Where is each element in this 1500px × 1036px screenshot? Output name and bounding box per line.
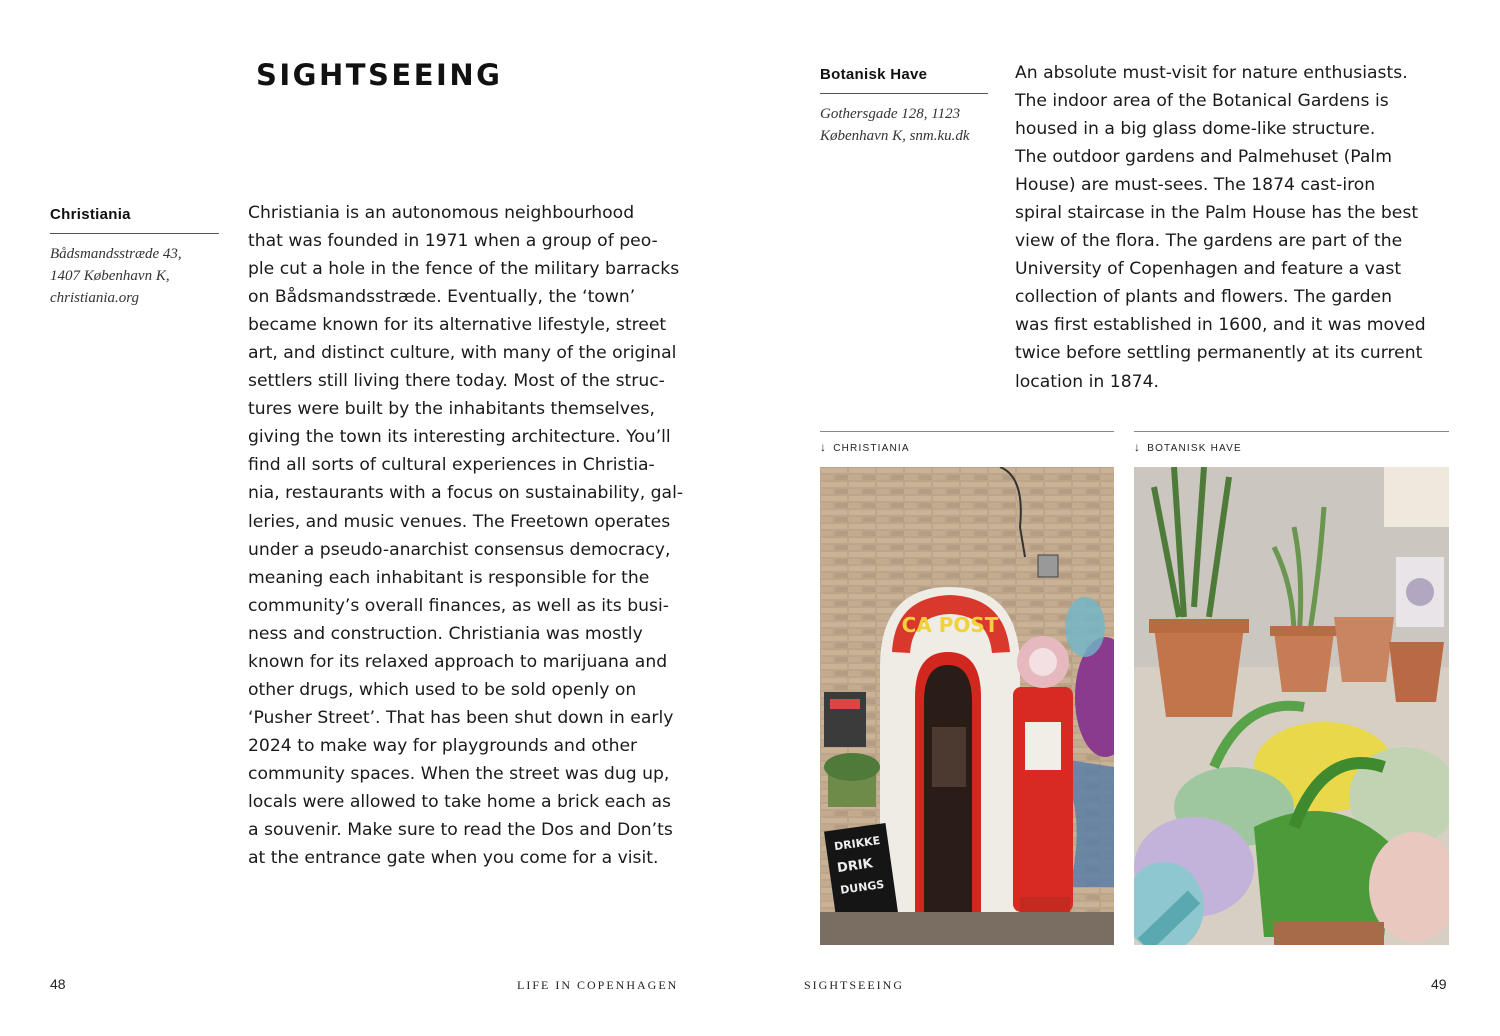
body-text-line: University of Copenhagen and feature a vast	[1015, 259, 1402, 280]
arch-sign-text: CA POST	[901, 613, 999, 637]
body-text-line: community’s overall finances, as well as its busi-	[248, 595, 669, 616]
address-line: Bådsmandsstræde 43,	[50, 246, 182, 262]
body-text-line: view of the flora. The gardens are part of the	[1015, 231, 1403, 252]
body-text-line: find all sorts of cultural experiences in Christia-	[248, 455, 655, 476]
body-text-line: meaning each inhabitant is responsible for the	[248, 567, 650, 588]
chalkboard-line-2: DRIK	[836, 856, 874, 877]
body-text-line: at the entrance gate when you come for a visit.	[248, 848, 659, 869]
body-text-line: under a pseudo-anarchist consensus democracy,	[248, 539, 671, 560]
arrow-down-icon: ↓	[1134, 440, 1142, 454]
body-text-line: twice before settling permanently at its current	[1015, 343, 1423, 364]
photo-christiania	[820, 467, 1114, 945]
address-line: København K, snm.ku.dk	[820, 128, 970, 144]
page-number-right: 49	[1431, 976, 1447, 992]
chalkboard-line-1: DRIKKE	[833, 833, 881, 854]
body-text-line: ple cut a hole in the fence of the military barracks	[248, 259, 680, 280]
body-text-line: ness and construction. Christiania was mostly	[248, 623, 643, 644]
body-text-line: a souvenir. Make sure to read the Dos and Don’ts	[248, 820, 673, 841]
body-text-line: spiral staircase in the Palm House has the best	[1015, 203, 1419, 224]
page-number-left: 48	[50, 976, 66, 992]
body-text-line: housed in a big glass dome-like structure.	[1015, 119, 1376, 140]
body-text-line: House) are must-sees. The 1874 cast-iron	[1015, 175, 1376, 196]
body-text-line: 2024 to make way for playgrounds and other	[248, 735, 638, 756]
body-text-line: leries, and music venues. The Freetown operates	[248, 511, 671, 532]
caption-label-botanisk-have: BOTANISK HAVE	[1147, 443, 1242, 454]
body-text-line: known for its relaxed approach to marijuana and	[248, 651, 668, 672]
body-text-line: community spaces. When the street was dug up,	[248, 763, 670, 784]
body-text-line: became known for its alternative lifestyle, street	[248, 315, 667, 336]
body-text-line: settlers still living there today. Most of the struc-	[248, 371, 665, 392]
address-christiania	[50, 243, 182, 309]
chalkboard-line-3: DUNGS	[839, 877, 886, 897]
body-text-line: ‘Pusher Street’. That has been shut down in early	[248, 707, 674, 728]
entry-name-botanisk-have: Botanisk Have	[820, 66, 928, 83]
body-text-line: An absolute must-visit for nature enthusiasts.	[1015, 63, 1408, 83]
body-text-line: was first established in 1600, and it was moved	[1015, 315, 1426, 336]
body-text-line: art, and distinct culture, with many of the original	[248, 343, 677, 364]
body-text-christiania	[248, 199, 683, 872]
body-text-line: locals were allowed to take home a brick each as	[248, 791, 671, 812]
entry-rule-botanisk-have	[820, 93, 988, 94]
arrow-down-icon: ↓	[820, 440, 828, 454]
body-text-line: on Bådsmandsstræde. Eventually, the ‘town’	[248, 287, 636, 308]
caption-label-christiania: CHRISTIANIA	[833, 443, 910, 454]
caption-christiania	[820, 440, 910, 454]
body-text-line: nia, restaurants with a focus on sustainability, gal-	[248, 483, 684, 504]
photo-botanisk-have	[1134, 467, 1449, 945]
entry-name-christiania: Christiania	[50, 206, 131, 223]
body-text-line: other drugs, which used to be sold openly on	[248, 679, 637, 700]
body-text-line: location in 1874.	[1015, 371, 1159, 392]
running-head-right: SIGHTSEEING	[804, 978, 904, 992]
body-text-line: giving the town its interesting architecture. You’ll	[248, 427, 671, 448]
body-text-line: Christiania is an autonomous neighbourhood	[248, 203, 635, 223]
body-text-line: tures were built by the inhabitants themselves,	[248, 399, 655, 420]
body-text-line: that was founded in 1971 when a group of peo-	[248, 231, 658, 252]
caption-rule-botanisk-have	[1134, 431, 1449, 432]
entry-rule-christiania	[50, 233, 219, 234]
address-line: Gothersgade 128, 1123	[820, 106, 961, 122]
photo-botanisk-have-illustration	[1134, 467, 1449, 945]
address-botanisk-have	[820, 103, 970, 147]
address-line: 1407 København K,	[50, 268, 170, 284]
body-text-line: The outdoor gardens and Palmehuset (Palm	[1015, 147, 1392, 168]
section-title: SIGHTSEEING	[256, 58, 503, 92]
caption-rule-christiania	[820, 431, 1114, 432]
body-text-line: collection of plants and flowers. The garden	[1015, 287, 1392, 308]
body-text-line: The indoor area of the Botanical Gardens is	[1015, 91, 1389, 112]
caption-botanisk-have	[1134, 440, 1242, 454]
photo-christiania-illustration	[820, 467, 1114, 945]
running-head-left: LIFE IN COPENHAGEN	[517, 978, 679, 992]
body-text-botanisk-have	[1015, 59, 1426, 396]
address-line: christiania.org	[50, 290, 140, 306]
